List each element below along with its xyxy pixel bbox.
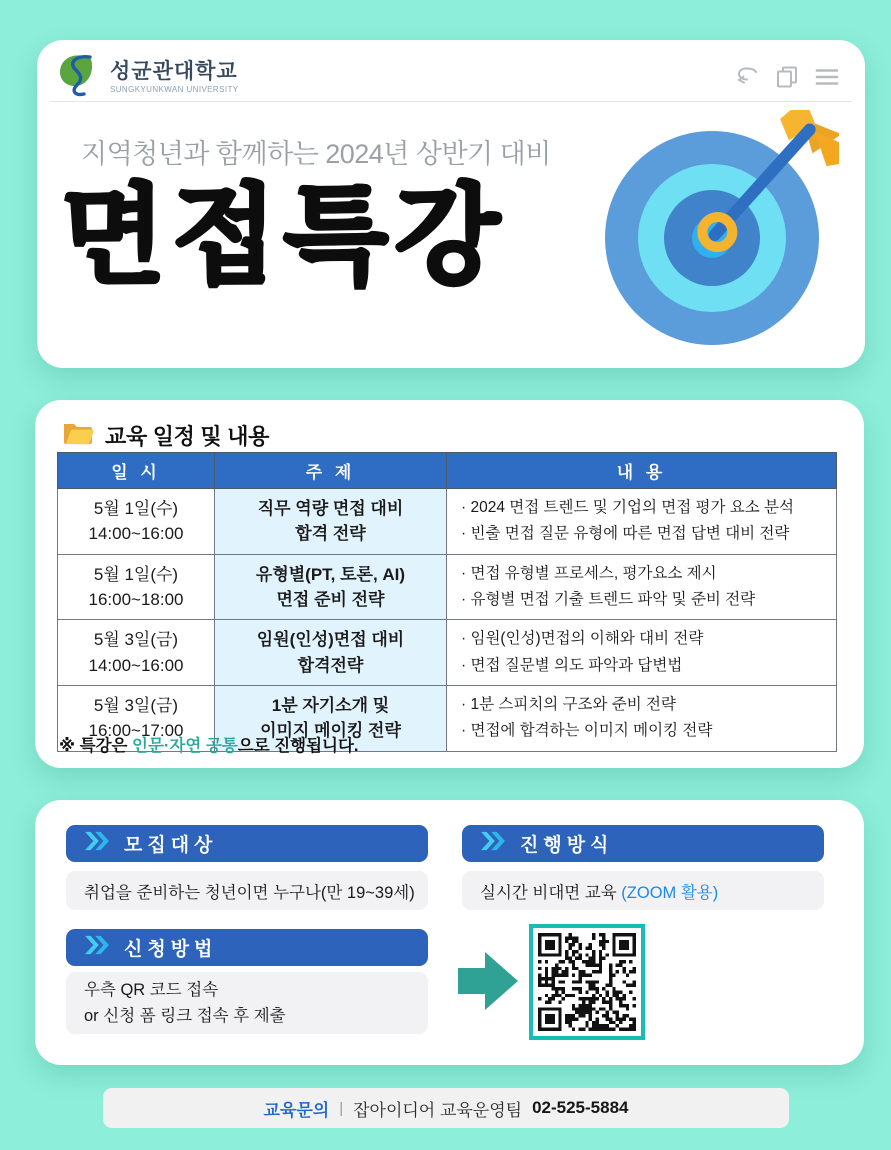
menu-icon[interactable] (815, 67, 839, 87)
qr-code (529, 924, 645, 1040)
info-card (35, 800, 864, 1065)
footer-contact-bar (103, 1088, 789, 1128)
section-title: 신청방법 (124, 939, 218, 960)
hero-divider (50, 101, 852, 102)
section-header-method (462, 825, 824, 862)
section-title: 모집대상 (124, 835, 218, 856)
hero-title: 면접특강 (61, 175, 507, 296)
schedule-heading: 교육 일정 및 내용 (105, 424, 270, 449)
apply-content: 우측 QR 코드 접속 or 신청 폼 링크 접속 후 제출 (66, 972, 428, 1034)
hero-card (37, 40, 865, 368)
university-logo-icon (57, 53, 103, 102)
hero-toolbar (735, 65, 839, 89)
double-chevron-icon (479, 830, 507, 857)
footer-team: 잡아이디어 교육운영팀 (353, 1100, 523, 1120)
target-dartboard-illustration (599, 110, 839, 359)
table-row (58, 620, 837, 686)
cell-topic: 직무 역량 면접 대비 합격 전략 (215, 489, 447, 555)
col-header-datetime: 일 시 (58, 453, 215, 489)
zoom-highlight: (ZOOM 활용) (621, 883, 719, 902)
section-title: 진행방식 (520, 835, 614, 856)
cell-datetime: 5월 3일(금) 16:00~17:00 (58, 686, 215, 752)
col-header-topic: 주 제 (215, 453, 447, 489)
cell-detail: · 임원(인성)면접의 이해와 대비 전략 · 면접 질문별 의도 파악과 답변법 (447, 620, 837, 686)
hero-top-bar (57, 52, 839, 102)
folder-icon (62, 420, 94, 451)
copy-icon[interactable] (775, 65, 799, 89)
double-chevron-icon (83, 830, 111, 857)
footer-separator: | (339, 1099, 344, 1117)
table-row (58, 489, 837, 555)
footer-label: 교육문의 (263, 1100, 330, 1120)
hero-subtitle: 지역청년과 함께하는 2024년 상반기 대비 (81, 139, 551, 169)
table-row (58, 554, 837, 620)
cell-topic: 임원(인성)면접 대비 합격전략 (215, 620, 447, 686)
section-header-apply (66, 929, 428, 966)
cell-detail: · 1분 스피치의 구조와 준비 전략 · 면접에 합격하는 이미지 메이킹 전략 (447, 686, 837, 752)
schedule-card (35, 400, 864, 768)
undo-icon[interactable] (735, 66, 759, 88)
university-logo (57, 53, 238, 102)
table-header-row (58, 453, 837, 489)
double-chevron-icon (83, 934, 111, 961)
cell-detail: · 2024 면접 트렌드 및 기업의 면접 평가 요소 분석 · 빈출 면접 질문 유형에 따른 면접 답변 대비 전략 (447, 489, 837, 555)
cell-datetime: 5월 1일(수) 14:00~16:00 (58, 489, 215, 555)
cell-datetime: 5월 1일(수) 16:00~18:00 (58, 554, 215, 620)
cell-datetime: 5월 3일(금) 14:00~16:00 (58, 620, 215, 686)
note-highlight: 인문·자연 공통 (132, 737, 238, 755)
schedule-table (57, 452, 837, 752)
cell-topic: 유형별(PT, 토론, AI) 면접 준비 전략 (215, 554, 447, 620)
section-header-recruit (66, 825, 428, 862)
recruit-content: 취업을 준비하는 청년이면 누구나(만 19~39세) (66, 871, 428, 910)
method-content: 실시간 비대면 교육 (ZOOM 활용) (462, 871, 824, 910)
footer-phone: 02-525-5884 (532, 1098, 629, 1117)
university-name-kr: 성균관대학교 (110, 59, 238, 83)
col-header-content: 내 용 (447, 453, 837, 489)
schedule-note: ※ 특강은 인문·자연 공통으로 진행됩니다. (59, 737, 359, 755)
university-name-en: SUNGKYUNKWAN UNIVERSITY (110, 85, 239, 95)
arrow-right-icon (458, 952, 518, 1010)
cell-topic: 1분 자기소개 및 이미지 메이킹 전략 (215, 686, 447, 752)
cell-detail: · 면접 유형별 프로세스, 평가요소 제시 · 유형별 면접 기출 트렌드 파악 및 준비 전략 (447, 554, 837, 620)
